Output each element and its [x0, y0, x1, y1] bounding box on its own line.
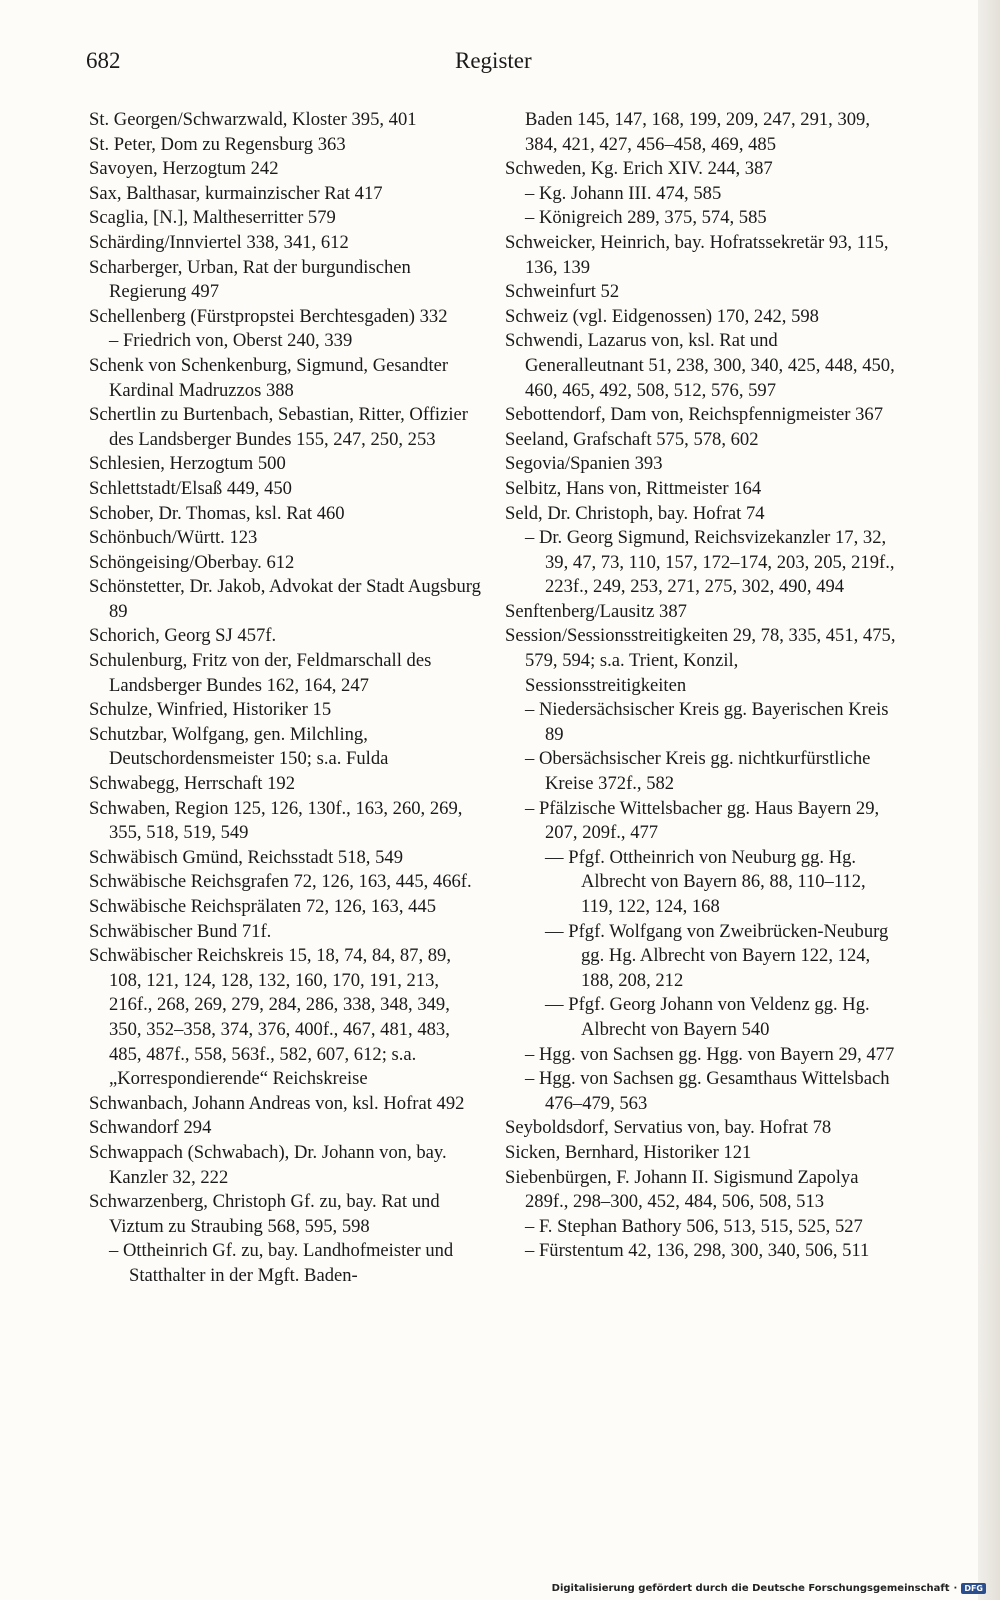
index-entry: Schorich, Georg SJ 457f. [89, 625, 277, 647]
index-entry: Schwarzenberg, Christoph Gf. zu, bay. Rat und Viztum zu Straubing 568, 595, 598 [89, 1191, 440, 1237]
index-entry: Sebottendorf, Dam von, Reichspfennigmeister 367 [505, 404, 883, 426]
index-entry: St. Georgen/Schwarzwald, Kloster 395, 401 [89, 109, 417, 130]
index-entry: Schulenburg, Fritz von der, Feldmarschall des Landsberger Bundes 162, 164, 247 [89, 650, 432, 696]
index-entry: – Fürstentum 42, 136, 298, 300, 340, 506, 511 [525, 1240, 870, 1262]
index-entry: Selbitz, Hans von, Rittmeister 164 [505, 477, 762, 499]
index-entry: Schlettstadt/Elsaß 449, 450 [89, 477, 292, 499]
index-entry: Seld, Dr. Christoph, bay. Hofrat 74 [505, 502, 765, 524]
index-entry: Schwäbischer Reichskreis 15, 18, 74, 84, 87, 89, 108, 121, 124, 128, 132, 160, 170, 191, 213, 216f., 268, 269, 279, 284, 286, 338, 348, 349, 350, 352–358, 374, 376, 400f., 467, 481, 483, 485, 487f., 558, 563f., 582, 607, 612; s.a. „Korrespondierende“ Reichskreise [89, 945, 452, 1090]
index-entry: Scaglia, [N.], Maltheserritter 579 [89, 207, 336, 229]
index-entry: Schweinfurt 52 [505, 281, 620, 303]
index-entry: Sicken, Bernhard, Historiker 121 [505, 1141, 752, 1163]
index-column-right [505, 108, 900, 1264]
footer-separator: · [953, 1583, 958, 1594]
index-entry: Senftenberg/Lausitz 387 [505, 600, 687, 622]
index-entry: Schertlin zu Burtenbach, Sebastian, Ritter, Offizier des Landsberger Bundes 155, 247, 250, 253 [89, 404, 468, 450]
index-entry: Schutzbar, Wolfgang, gen. Milchling, Deutschordensmeister 150; s.a. Fulda [89, 723, 389, 770]
index-entry: – Kg. Johann III. 474, 585 [525, 182, 722, 204]
index-entry: Session/Sessionsstreitigkeiten 29, 78, 335, 451, 475, 579, 594; s.a. Trient, Konzil, Sessionsstreitigkeiten [505, 625, 896, 696]
index-entry: Sax, Balthasar, kurmainzischer Rat 417 [89, 182, 383, 204]
index-entry: – Ottheinrich Gf. zu, bay. Landhofmeister und Statthalter in der Mgft. Baden- [109, 1240, 454, 1286]
index-entry: Schwabegg, Herrschaft 192 [89, 773, 296, 795]
index-entry: – Pfälzische Wittelsbacher gg. Haus Bayern 29, 207, 209f., 477 [525, 797, 880, 844]
index-entry: Savoyen, Herzogtum 242 [89, 158, 279, 180]
index-entry: –– Pfgf. Ottheinrich von Neuburg gg. Hg. Albrecht von Bayern 86, 88, 110–112, 119, 122, 124, 168 [545, 846, 866, 917]
index-entry: – Dr. Georg Sigmund, Reichsvizekanzler 17, 32, 39, 47, 73, 110, 157, 172–174, 203, 205, 219f., 223f., 249, 253, 271, 275, 302, 490, 494 [525, 527, 895, 598]
index-entry: Siebenbürgen, F. Johann II. Sigismund Zapolya 289f., 298–300, 452, 484, 506, 508, 513 [505, 1166, 859, 1213]
index-entry: Schwäbische Reichsprälaten 72, 126, 163, 445 [89, 896, 437, 917]
index-entry: Seyboldsdorf, Servatius von, bay. Hofrat 78 [505, 1117, 832, 1139]
index-entry: – Königreich 289, 375, 574, 585 [525, 207, 767, 229]
index-entry: Schweicker, Heinrich, bay. Hofratssekretär 93, 115, 136, 139 [505, 231, 889, 278]
footer-text: Digitalisierung gefördert durch die Deutsche Forschungsgemeinschaft [551, 1583, 950, 1594]
index-entry: Schlesien, Herzogtum 500 [89, 453, 286, 475]
index-entry: Schwaben, Region 125, 126, 130f., 163, 260, 269, 355, 518, 519, 549 [89, 797, 463, 844]
index-entry: St. Peter, Dom zu Regensburg 363 [89, 133, 346, 155]
index-entry: Schwäbische Reichsgrafen 72, 126, 163, 445, 466f. [89, 871, 472, 893]
index-entry: Schwappach (Schwabach), Dr. Johann von, bay. Kanzler 32, 222 [89, 1141, 447, 1188]
index-entry: – Obersächsischer Kreis gg. nichtkurfürstliche Kreise 372f., 582 [525, 748, 871, 795]
index-column-left [89, 108, 484, 1289]
index-entry: Schwäbisch Gmünd, Reichsstadt 518, 549 [89, 846, 403, 868]
index-entry: – F. Stephan Bathory 506, 513, 515, 525, 527 [525, 1215, 863, 1237]
index-entry: Segovia/Spanien 393 [505, 453, 663, 475]
index-entry: – Niedersächsischer Kreis gg. Bayerischen Kreis 89 [525, 699, 889, 745]
index-entry: Schweiz (vgl. Eidgenossen) 170, 242, 598 [505, 305, 819, 327]
page-number: 682 [86, 48, 121, 73]
index-entry: – Hgg. von Sachsen gg. Gesamthaus Wittelsbach 476–479, 563 [525, 1068, 890, 1114]
index-entry: Seeland, Grafschaft 575, 578, 602 [505, 428, 759, 450]
index-entry: Schärding/Innviertel 338, 341, 612 [89, 231, 349, 253]
index-entry: Schober, Dr. Thomas, ksl. Rat 460 [89, 502, 345, 524]
index-entry: –– Pfgf. Wolfgang von Zweibrücken-Neuburg gg. Hg. Albrecht von Bayern 122, 124, 188, 208, 212 [545, 920, 889, 991]
index-entry: Schönstetter, Dr. Jakob, Advokat der Stadt Augsburg 89 [89, 576, 481, 622]
index-entry: –– Pfgf. Georg Johann von Veldenz gg. Hg. Albrecht von Bayern 540 [545, 994, 870, 1040]
index-entry: Scharberger, Urban, Rat der burgundischen Regierung 497 [89, 256, 411, 303]
index-entry: – Hgg. von Sachsen gg. Hgg. von Bayern 29, 477 [525, 1043, 895, 1065]
index-entry: Schwandorf 294 [89, 1117, 212, 1139]
index-entry: Schweden, Kg. Erich XIV. 244, 387 [505, 158, 773, 180]
index-entry: Schönbuch/Württ. 123 [89, 527, 258, 549]
index-entry: Schwendi, Lazarus von, ksl. Rat und Generalleutnant 51, 238, 300, 340, 425, 448, 450, 460, 465, 492, 508, 512, 576, 597 [505, 330, 895, 401]
index-entry: Schwanbach, Johann Andreas von, ksl. Hofrat 492 [89, 1092, 465, 1114]
page-edge-shadow [978, 0, 1000, 1600]
index-entry: – Friedrich von, Oberst 240, 339 [109, 330, 353, 352]
dfg-logo-icon: DFG [961, 1583, 986, 1594]
index-entry: Schöngeising/Oberbay. 612 [89, 551, 295, 573]
index-entry: Schenk von Schenkenburg, Sigmund, Gesandter Kardinal Madruzzos 388 [89, 354, 449, 401]
index-entry: Schellenberg (Fürstpropstei Berchtesgaden) 332 [89, 305, 448, 327]
index-entry: Baden 145, 147, 168, 199, 209, 247, 291, 309, 384, 421, 427, 456–458, 469, 485 [525, 109, 871, 155]
index-entry: Schulze, Winfried, Historiker 15 [89, 699, 332, 721]
footer-credit [552, 1583, 986, 1594]
index-entry: Schwäbischer Bund 71f. [89, 920, 272, 942]
running-head: Register [455, 48, 532, 73]
